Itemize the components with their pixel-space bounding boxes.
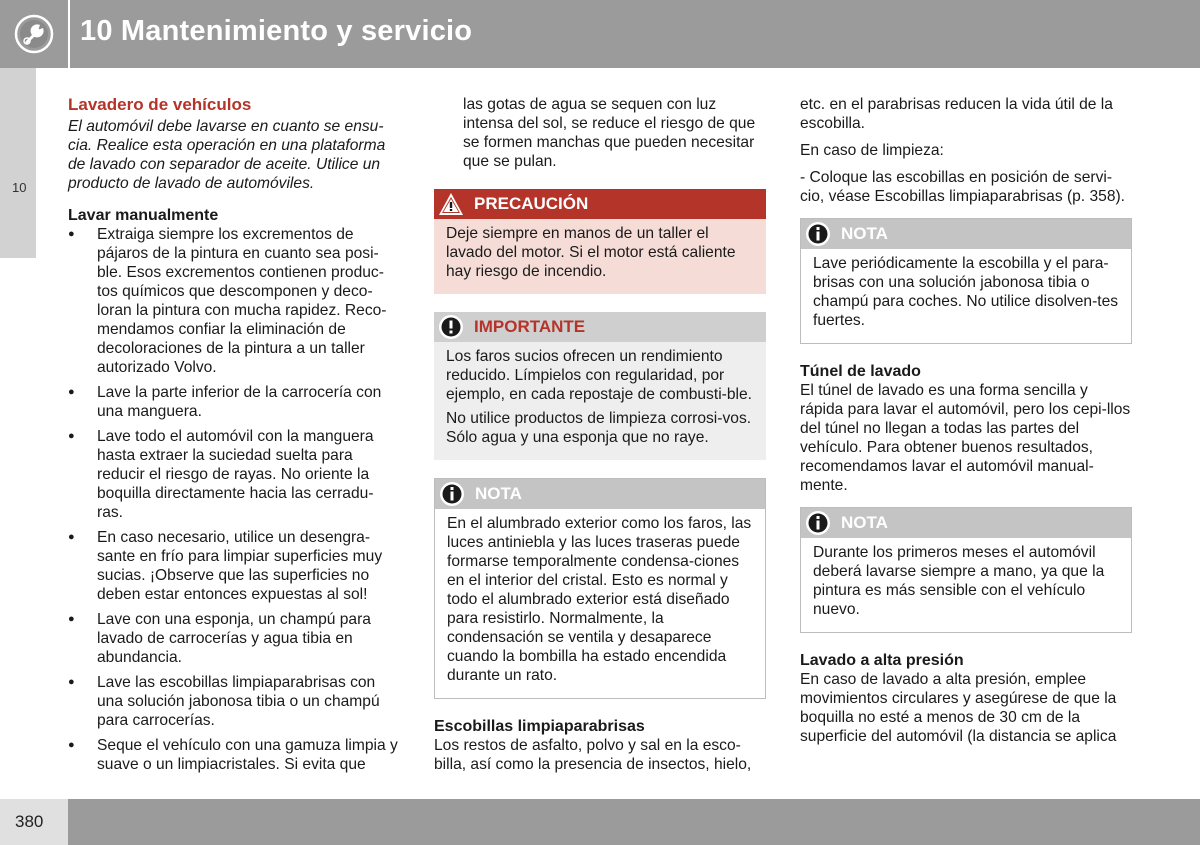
paragraph: En caso de lavado a alta presión, emplee movimientos circulares y asegúrese de que la boquilla no esté a menos de 30 cm de la superficie del automóvil (la distancia se aplica <box>800 671 1117 745</box>
important-text: Los faros sucios ofrecen un rendimiento reducido. Límpielos con regularidad, por ejemplo, en cada repostaje de combusti-ble. <box>446 348 752 403</box>
paragraph: - Coloque las escobillas en posición de servi-cio, véase Escobillas limpiaparabrisas (p. 358). <box>800 169 1126 205</box>
list-item: ● Lave la parte inferior de la carrocería con una manguera. <box>68 383 398 421</box>
warning-header <box>434 189 766 219</box>
info-icon <box>805 221 831 247</box>
important-text: No utilice productos de limpieza corrosi-vos. Sólo agua y una esponja que no raye. <box>446 410 752 446</box>
note-header <box>801 508 1131 538</box>
chapter-title: 10 Mantenimiento y servicio <box>80 15 473 47</box>
exclamation-icon <box>438 314 464 340</box>
section-title: Lavadero de vehículos <box>68 95 252 114</box>
column-2 <box>434 95 766 782</box>
note-text: Lave periódicamente la escobilla y el para-brisas con una solución jabonosa tibia o champú para coches. No utilice disolven-tes fuertes. <box>813 255 1119 329</box>
side-tab-label: 10 <box>12 180 27 195</box>
warning-body <box>434 219 766 294</box>
subheading-high-pressure: Lavado a alta presión <box>800 652 964 669</box>
note-header <box>435 479 765 509</box>
chapter-icon-box <box>0 0 68 68</box>
page-footer <box>0 799 1200 845</box>
wrench-icon <box>14 14 54 54</box>
note-text: En el alumbrado exterior como los faros, las luces antiniebla y las luces traseras puede formarse temporalmente condensa-ciones en el interior del cristal. Esto es normal y todo el alumbrado exterior está diseñado para resistirlo. Normalmente, la condensación se ventila y desaparece cuando la bombilla ha estado encendida durante un rato. <box>447 515 752 684</box>
note-box <box>800 218 1132 344</box>
column-3 <box>800 95 1132 754</box>
list-item: ● En caso necesario, utilice un desengra-sante en frío para limpiar superficies muy sucias. ¡Observe que las superficies no deben estar entonces expuestas al sol! <box>68 528 398 604</box>
note-body <box>801 249 1131 343</box>
bullet-list <box>68 225 398 774</box>
chapter-side-tab <box>0 68 36 258</box>
note-box <box>800 507 1132 633</box>
paragraph: El túnel de lavado es una forma sencilla y rápida para lavar el automóvil, pero los cepi-llos del túnel no llegan a todas las partes del vehículo. Para obtener buenos resultados, recomendamos lavar el automóvil manual-mente. <box>800 382 1131 494</box>
important-label: IMPORTANTE <box>474 317 586 336</box>
important-body <box>434 342 766 460</box>
page-number-box <box>0 799 68 845</box>
note-box <box>434 478 766 699</box>
important-box <box>434 312 766 460</box>
note-text: Durante los primeros meses el automóvil deberá lavarse siempre a mano, ya que la pintura es más sensible con el vehículo nuevo. <box>813 544 1105 618</box>
note-body <box>435 509 765 698</box>
important-header <box>434 312 766 342</box>
list-item: ● Extraiga siempre los excrementos de pájaros de la pintura en cuanto sea posi-ble. Esos excrementos contienen produc-tos químicos que descomponen y deco-loran la pintura con mucha rapidez. Reco-mendamos confiar la eliminación de decoloraciones de la pintura a un taller autorizado Volvo. <box>68 225 398 377</box>
intro-text: El automóvil debe lavarse en cuanto se ensu-cia. Realice esta operación en una plataforma de lavado con separador de aceite. Utilice un producto de lavado de automóviles. <box>68 118 386 192</box>
column-1 <box>68 95 398 780</box>
continued-text: las gotas de agua se sequen con luz intensa del sol, se reduce el riesgo de que se formen manchas que pueden necesitar que se pulan. <box>463 96 756 170</box>
warning-triangle-icon <box>438 191 464 217</box>
note-label: NOTA <box>475 484 522 503</box>
list-item: ● Lave las escobillas limpiaparabrisas con una solución jabonosa tibia o un champú para carrocerías. <box>68 673 398 730</box>
note-label: NOTA <box>841 224 888 243</box>
list-item: ● Seque el vehículo con una gamuza limpia y suave o un limpiacristales. Si evita que <box>68 736 398 774</box>
wiper-text: Los restos de asfalto, polvo y sal en la esco-billa, así como la presencia de insectos, hielo, <box>434 737 752 773</box>
subheading-wiper-blades: Escobillas limpiaparabrisas <box>434 718 645 735</box>
subheading-car-wash-tunnel: Túnel de lavado <box>800 363 921 380</box>
note-header <box>801 219 1131 249</box>
note-body <box>801 538 1131 632</box>
warning-box <box>434 189 766 294</box>
list-item: ● Lave todo el automóvil con la manguera hasta extraer la suciedad suelta para reducir el riesgo de rayas. No oriente la boquilla directamente hacia las cerradu-ras. <box>68 427 398 522</box>
info-icon <box>805 510 831 536</box>
subheading-manual-wash: Lavar manualmente <box>68 207 219 224</box>
warning-label: PRECAUCIÓN <box>474 194 589 213</box>
continued-text: etc. en el parabrisas reducen la vida útil de la escobilla. <box>800 96 1113 132</box>
page-number: 380 <box>15 812 44 831</box>
info-icon <box>439 481 465 507</box>
chapter-header <box>0 0 1200 68</box>
warning-text: Deje siempre en manos de un taller el lavado del motor. Si el motor está caliente hay riesgo de incendio. <box>446 225 736 280</box>
paragraph: En caso de limpieza: <box>800 142 944 159</box>
note-label: NOTA <box>841 513 888 532</box>
header-divider <box>68 0 70 68</box>
list-item: ● Lave con una esponja, un champú para lavado de carrocerías y agua tibia en abundancia. <box>68 610 398 667</box>
